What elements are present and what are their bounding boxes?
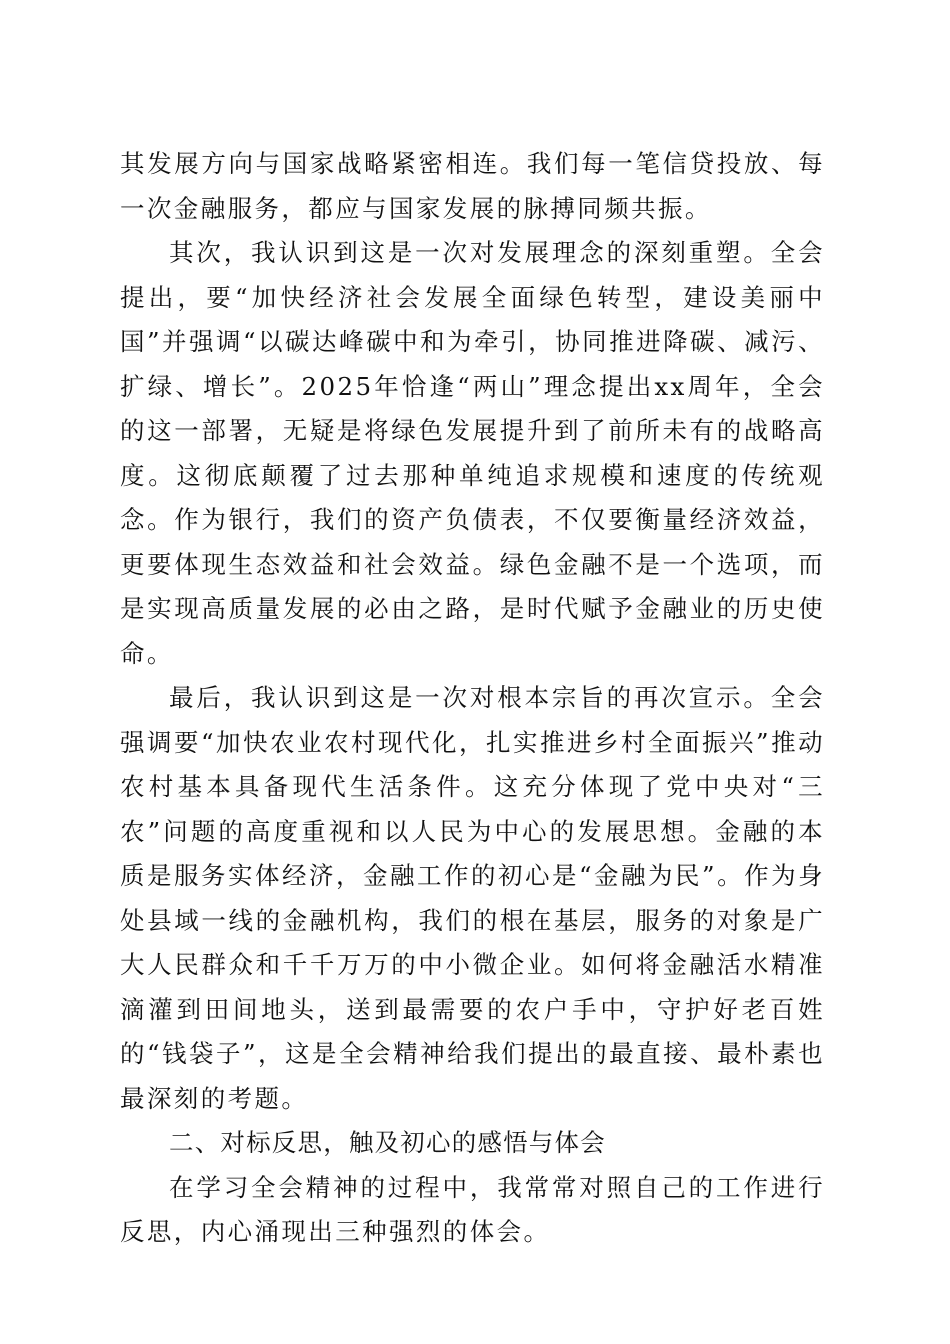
document-page	[120, 142, 825, 1255]
section-heading: 二、对标反思，触及初心的感悟与体会	[169, 1128, 606, 1157]
paragraph-development-concept: 其次，我认识到这是一次对发展理念的深刻重塑。全会提出，要“加快经济社会发展全面绿色转型，建设美丽中国”并强调“以碳达峰碳中和为牵引，协同推进降碳、减污、扩绿、增长”。2025年恰逢“两山”理念提出xx周年，全会的这一部署，无疑是将绿色发展提升到了前所未有的战略高度。这彻底颠覆了过去那种单纯追求规模和速度的传统观念。作为银行，我们的资产负债表，不仅要衡量经济效益，更要体现生态效益和社会效益。绿色金融不是一个选项，而是实现高质量发展的必由之路，是时代赋予金融业的历史使命。	[120, 238, 825, 668]
paragraph-fundamental-purpose: 最后，我认识到这是一次对根本宗旨的再次宣示。全会强调要“加快农业农村现代化，扎实推进乡村全面振兴”推动农村基本具备现代生活条件。这充分体现了党中央对“三农”问题的高度重视和以人民为中心的发展思想。金融的本质是服务实体经济，金融工作的初心是“金融为民”。作为身处县域一线的金融机构，我们的根在基层，服务的对象是广大人民群众和千千万万的中小微企业。如何将金融活水精准滴灌到田间地头，送到最需要的农户手中，守护好老百姓的“钱袋子”，这是全会精神给我们提出的最直接、最朴素也最深刻的考题。	[120, 683, 825, 1113]
paragraph-reflection-intro: 在学习全会精神的过程中，我常常对照自己的工作进行反思，内心涌现出三种强烈的体会。	[120, 1172, 825, 1246]
paragraph-continuation: 其发展方向与国家战略紧密相连。我们每一笔信贷投放、每一次金融服务，都应与国家发展的脉搏同频共振。	[120, 149, 825, 223]
